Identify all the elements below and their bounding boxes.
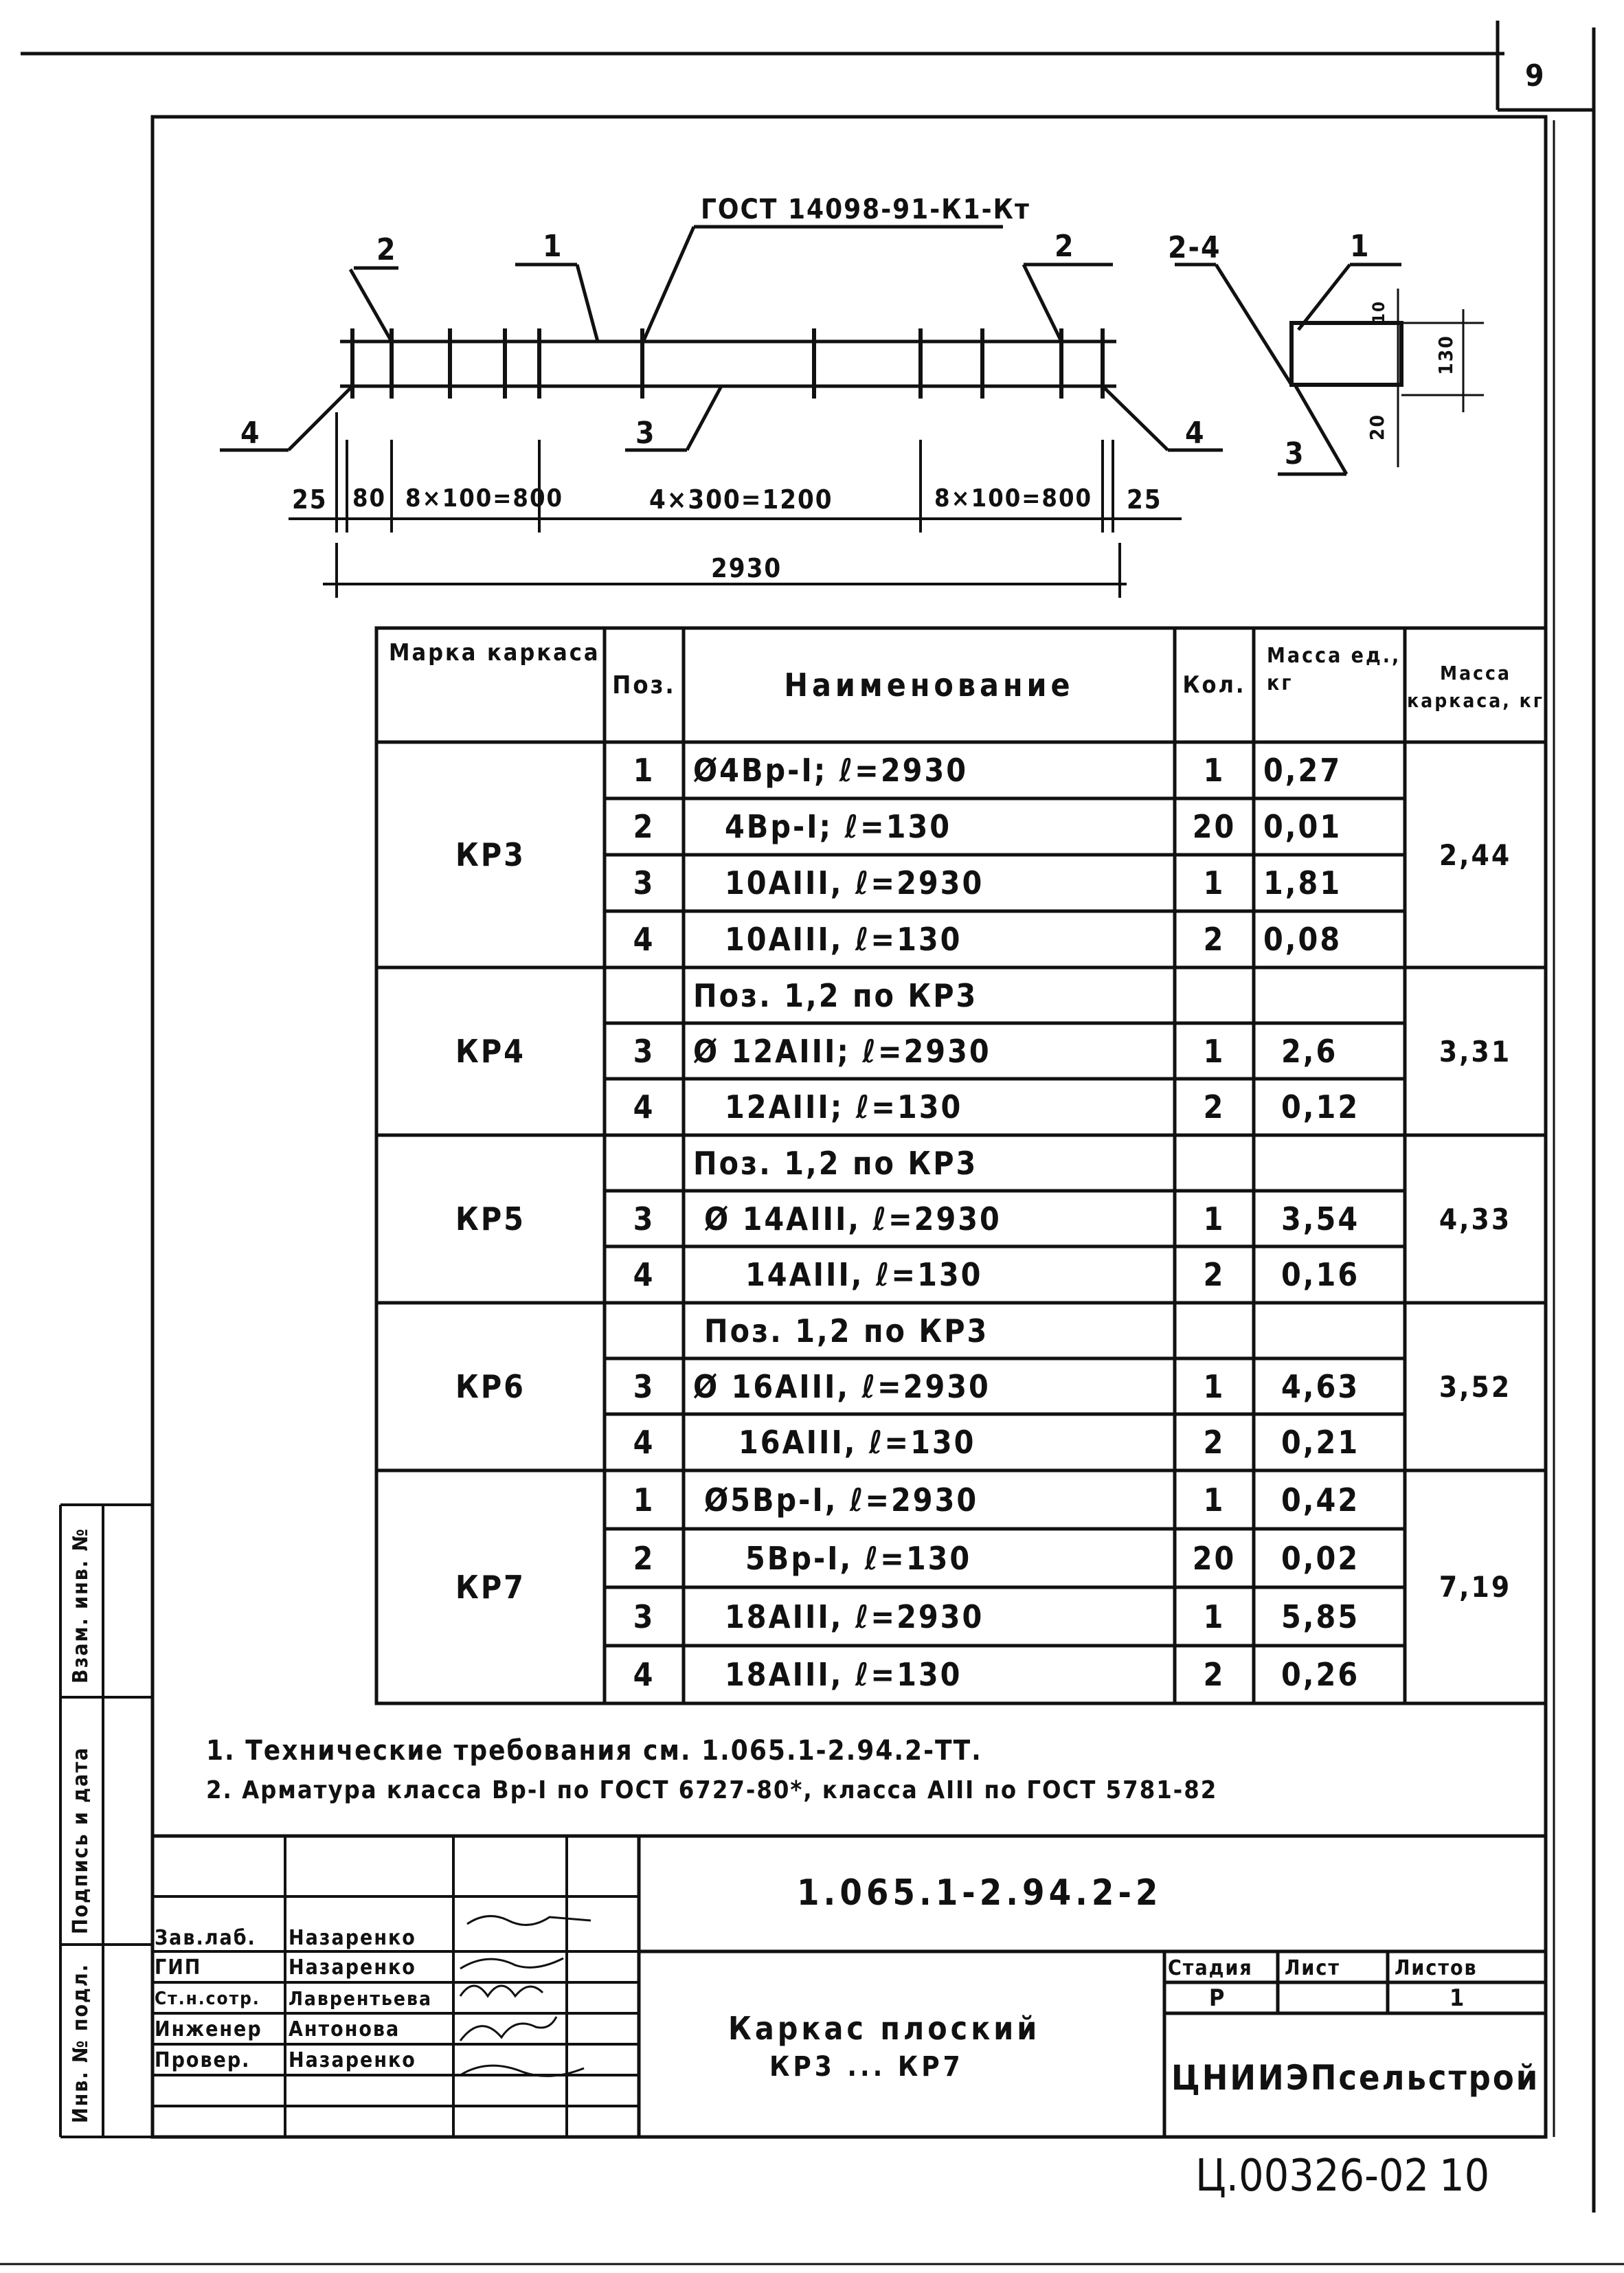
table-row-mass: 0,12 — [1281, 1088, 1360, 1126]
table-row-name: 4Вр-I; ℓ=130 — [725, 808, 952, 845]
note-2: 2. Арматура класса Вр-I по ГОСТ 6727-80*, класса АIII по ГОСТ 5781-82 — [206, 1776, 1218, 1804]
table-row-pos: 1 — [633, 752, 655, 789]
footer-code: Ц.00326-02 — [1195, 2151, 1430, 2202]
header-name: Наименование — [784, 667, 1074, 704]
section-dim-130: 130 — [1434, 335, 1457, 375]
header-qty: Кол. — [1182, 671, 1246, 699]
callout-3: 3 — [635, 416, 656, 451]
table-row-name: Ø5Вр-I, ℓ=2930 — [704, 1481, 979, 1519]
table-row-mass: 3,54 — [1281, 1200, 1360, 1238]
section-callout-3: 3 — [1285, 436, 1305, 471]
signer-role: Зав.лаб. — [155, 1925, 256, 1950]
table-row-qty: 2 — [1203, 1088, 1226, 1126]
table-row-pos: 3 — [633, 1200, 655, 1238]
table-row-pos: 4 — [633, 1088, 655, 1126]
table-row-name: Поз. 1,2 по КР3 — [693, 976, 978, 1014]
table-row-mass: 0,16 — [1281, 1256, 1360, 1293]
doc-code: 1.065.1-2.94.2-2 — [797, 1872, 1162, 1914]
stage-value: Р — [1209, 1984, 1226, 2012]
table-row-pos: 3 — [633, 864, 655, 902]
table-row-name: 10АIII, ℓ=2930 — [725, 864, 984, 902]
table-row-mass: 0,27 — [1263, 752, 1342, 789]
signer-name: Назаренко — [289, 2048, 416, 2072]
signer-name: Лаврентьева — [289, 1987, 432, 2010]
table-row-name: Поз. 1,2 по КР3 — [704, 1312, 989, 1350]
table-row-name: 16АIII, ℓ=130 — [738, 1424, 976, 1461]
callout-2-left: 2 — [376, 232, 397, 267]
table-row-qty: 2 — [1203, 1424, 1226, 1461]
signer-name: Назаренко — [289, 1925, 416, 1950]
table-row-mass: 0,21 — [1281, 1424, 1360, 1461]
table-row-qty: 2 — [1203, 1656, 1226, 1693]
table-row-name: Ø 12АIII; ℓ=2930 — [693, 1032, 991, 1070]
total-kr4: 3,31 — [1439, 1034, 1512, 1068]
table-row-qty: 1 — [1203, 1367, 1226, 1405]
table-row-pos: 1 — [633, 1481, 655, 1519]
section-callout-1: 1 — [1350, 229, 1371, 264]
table-row-mass: 0,42 — [1281, 1481, 1360, 1519]
table-row-mass: 0,26 — [1281, 1656, 1360, 1693]
table-row-mass: 5,85 — [1281, 1598, 1360, 1635]
table-row-qty: 2 — [1203, 921, 1226, 958]
table-row-pos: 2 — [633, 808, 655, 845]
signer-name: Назаренко — [289, 1956, 416, 1980]
table-row-name: Ø 14АIII, ℓ=2930 — [704, 1200, 1002, 1238]
dim-span-left: 8×100=800 — [405, 484, 564, 513]
section-label: 2-4 — [1168, 230, 1221, 265]
table-row-name: 18АIII, ℓ=130 — [725, 1656, 962, 1693]
table-row-mass: 4,63 — [1281, 1367, 1360, 1405]
table-row-name: 10АIII, ℓ=130 — [725, 921, 962, 958]
table-row-mass: 2,6 — [1281, 1032, 1338, 1070]
page-number: 9 — [1525, 58, 1546, 93]
drawing-title: Каркас плоский — [728, 2010, 1041, 2047]
table-row-mass: 0,08 — [1263, 921, 1342, 958]
dim-span-right: 8×100=800 — [934, 484, 1093, 513]
table-row-qty: 2 — [1203, 1256, 1226, 1293]
mark-kr5: КР5 — [455, 1200, 526, 1238]
table-row-qty: 1 — [1203, 1200, 1226, 1238]
callout-2-right: 2 — [1055, 229, 1075, 264]
header-pos: Поз. — [612, 671, 676, 699]
table-row-name: 14АIII, ℓ=130 — [745, 1256, 983, 1293]
footer-number: 10 — [1439, 2151, 1490, 2202]
table-row-qty: 20 — [1192, 808, 1237, 845]
table-row-qty: 1 — [1203, 1032, 1226, 1070]
note-1: 1. Технические требования см. 1.065.1-2.94.2-ТТ. — [206, 1735, 982, 1767]
organization: ЦНИИЭПсельстрой — [1171, 2058, 1540, 2098]
table-row-name: Ø 16АIII, ℓ=2930 — [693, 1367, 991, 1405]
section-dim-10: 10 — [1369, 300, 1389, 324]
signer-role: Провер. — [155, 2048, 251, 2072]
signer-name: Антонова — [289, 2017, 401, 2041]
mark-kr7: КР7 — [455, 1568, 526, 1606]
header-mass-frame: Масса каркаса, кг — [1407, 662, 1544, 712]
callout-4-right: 4 — [1185, 416, 1206, 451]
table-row-pos: 3 — [633, 1032, 655, 1070]
total-kr6: 3,52 — [1439, 1369, 1512, 1404]
stage-header: Стадия — [1168, 1956, 1253, 1980]
table-row-pos: 4 — [633, 921, 655, 958]
table-row-qty: 1 — [1203, 752, 1226, 789]
gost-label: ГОСТ 14098-91-К1-Кт — [701, 194, 1030, 225]
callout-1: 1 — [543, 229, 563, 264]
dim-25-left: 25 — [292, 484, 328, 515]
table-row-name: Ø4Вр-I; ℓ=2930 — [693, 752, 969, 789]
table-row-qty: 1 — [1203, 1598, 1226, 1635]
table-row-mass: 1,81 — [1263, 864, 1342, 902]
table-row-pos: 3 — [633, 1367, 655, 1405]
table-row-name: 12АIII; ℓ=130 — [725, 1088, 963, 1126]
table-row-name: Поз. 1,2 по КР3 — [693, 1144, 978, 1182]
dim-25-right: 25 — [1127, 484, 1162, 515]
drawing-subtitle: КР3 ... КР7 — [769, 2051, 964, 2083]
total-kr3: 2,44 — [1439, 838, 1512, 872]
signer-role: Инженер — [155, 2017, 262, 2041]
callout-4-left: 4 — [240, 416, 261, 451]
header-mass-unit: Масса ед., кг — [1267, 644, 1401, 695]
section-dim-20: 20 — [1366, 413, 1389, 441]
mark-kr3: КР3 — [455, 836, 526, 873]
mark-kr4: КР4 — [455, 1033, 526, 1070]
side-label-sign-date: Подпись и дата — [69, 1746, 93, 1934]
mark-kr6: КР6 — [455, 1368, 526, 1405]
sheet-header: Лист — [1285, 1956, 1340, 1980]
sheets-header: Листов — [1395, 1956, 1478, 1980]
table-row-pos: 4 — [633, 1656, 655, 1693]
table-row-qty: 20 — [1192, 1539, 1237, 1577]
table-row-qty: 1 — [1203, 1481, 1226, 1519]
table-row-pos: 4 — [633, 1424, 655, 1461]
total-kr5: 4,33 — [1439, 1202, 1512, 1236]
table-row-pos: 2 — [633, 1539, 655, 1577]
table-row-qty: 1 — [1203, 864, 1226, 902]
side-label-inv-vzam: Взам. инв. № — [69, 1527, 93, 1683]
dim-middle: 4×300=1200 — [649, 484, 833, 515]
dim-80: 80 — [352, 484, 387, 513]
signer-role: Ст.н.сотр. — [155, 1988, 260, 2009]
table-row-name: 5Вр-I, ℓ=130 — [745, 1539, 972, 1577]
signer-role: ГИП — [155, 1956, 202, 1980]
dim-total: 2930 — [711, 553, 782, 583]
sheets-value: 1 — [1450, 1984, 1466, 2012]
header-mark: Марка каркаса — [389, 639, 600, 667]
table-row-mass: 0,02 — [1281, 1539, 1360, 1577]
table-row-mass: 0,01 — [1263, 808, 1342, 845]
total-kr7: 7,19 — [1439, 1570, 1512, 1604]
table-row-pos: 4 — [633, 1256, 655, 1293]
table-row-name: 18АIII, ℓ=2930 — [725, 1598, 984, 1635]
side-label-inv-podl: Инв. № подл. — [69, 1963, 93, 2123]
table-row-pos: 3 — [633, 1598, 655, 1635]
